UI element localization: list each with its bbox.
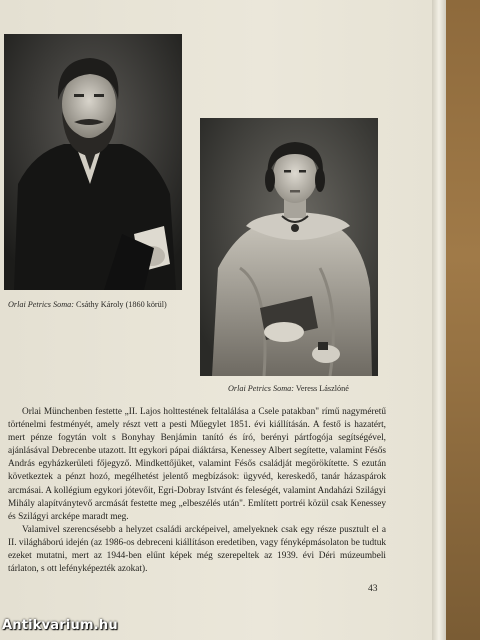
caption-portrait-1 — [8, 300, 167, 309]
caption-portrait-2 — [228, 384, 349, 393]
portrait-photo-csathy — [4, 34, 182, 290]
caption-title: Veress Lászlóné — [295, 384, 349, 393]
portrait-photo-veress — [200, 118, 378, 376]
caption-artist: Orlai Petrics Soma: — [8, 300, 74, 309]
page-number: 43 — [368, 584, 378, 594]
caption-title: Csáthy Károly (1860 körül) — [76, 300, 167, 309]
caption-artist: Orlai Petrics Soma: — [228, 384, 294, 393]
portrait-woman-image — [200, 118, 378, 376]
page-edge — [432, 0, 446, 640]
body-text — [8, 406, 386, 576]
paragraph: Orlai Münchenben festette „II. Lajos holttestének feltalálása a Csele patakban" rímű nagyméretű történelmi festményét, amely részt vett a pesti Műegylet 1851. évi kiállításán. A festő is hazatért, mert pénze fogytán volt s Bonyhay Benjámin tanító és író, berényi pártfogója segítségével, ajánlásával Debrecenbe utazott. Itt egykori pápai diáktársa, Kenessey Albert segítette, valamint Fésős András egyházkerületi főjegyző. Mindkettőjüket, valamint Fésős családját megörökítette. S ezután következtek a pénzt hozó, megélhetést jelentő megbízások: ügyvéd, kereskedő, tanár házaspárok arcmásai. A kollégium egykori jótevőit, Egri-Dobray Istvánt és feleségét, valamint Andaházi Szilágyi Mihály alapítványtevő arcmását festette meg „elbeszélés után". Említett portréi közül csak Kenessey és Szilágyi arcképe maradt meg. — [8, 407, 386, 522]
portrait-man-image — [4, 34, 182, 290]
paragraph: Valamivel szerencsésebb a helyzet családi arcképeivel, amelyeknek csak egy része pusztult el a II. világháború idején (az 1986-os debreceni kiállításon eredetiben, vagy fényképmásolaton be tudtuk ezeket mutatni, mert az 1944-ben elűnt képek még szerepeltek az 1939. évi Déri múzeumbeli tárlaton, s ott lefényképezték azokat). — [8, 524, 386, 575]
watermark-logo: Antikvarium.hu — [2, 618, 118, 633]
background-surface — [446, 0, 480, 640]
